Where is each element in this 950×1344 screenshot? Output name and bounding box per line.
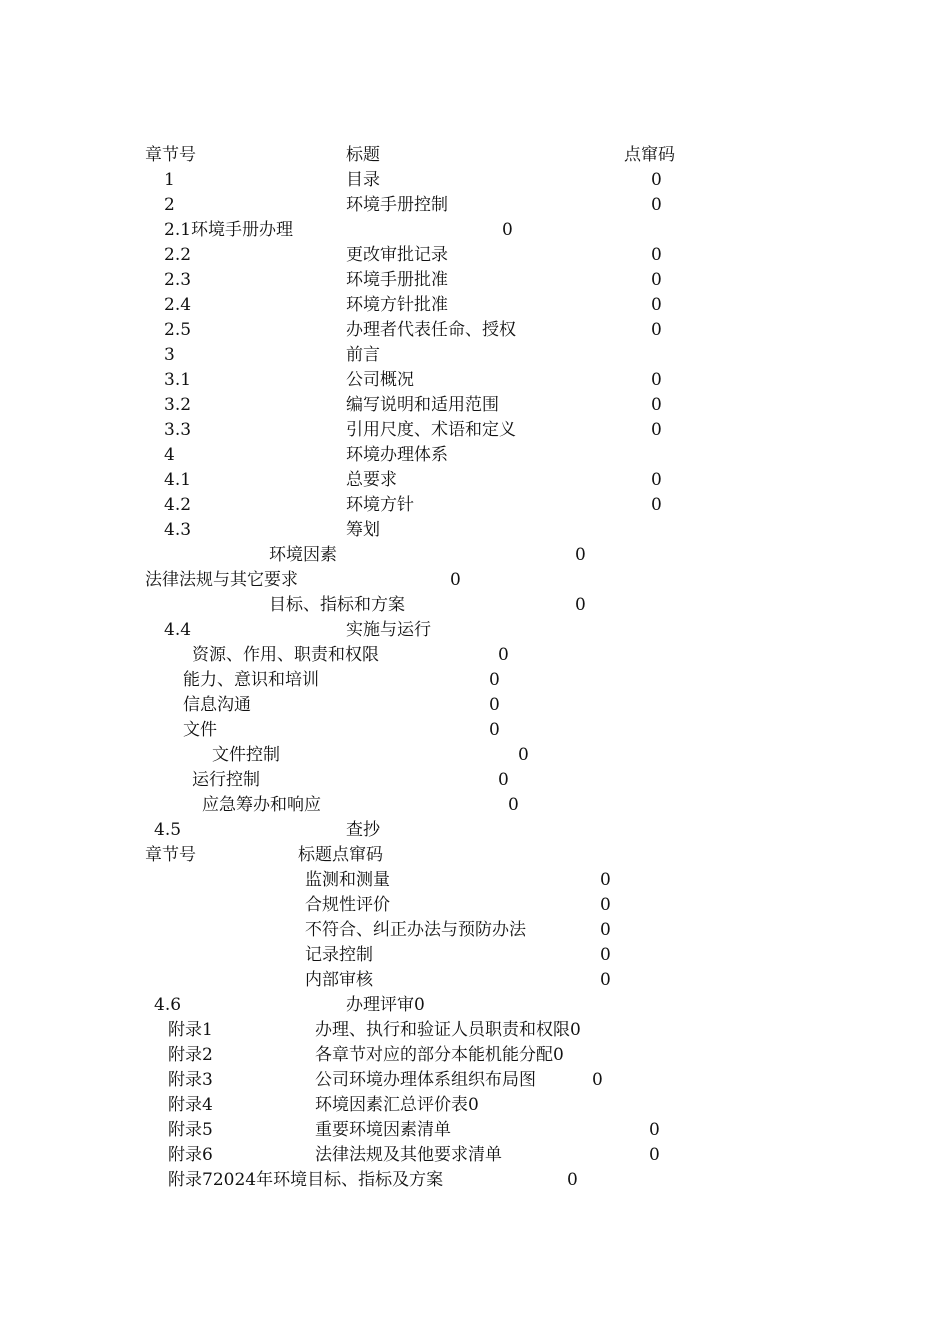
toc-chapter: 4.2 bbox=[164, 495, 192, 515]
toc-title: 目录 bbox=[346, 170, 380, 190]
toc-title: 环境方针 bbox=[346, 495, 414, 515]
toc-chapter: 3.1 bbox=[164, 370, 192, 390]
toc-title: 引用尺度、术语和定义 bbox=[346, 420, 516, 440]
toc-revision: 0 bbox=[575, 545, 586, 565]
toc-title: 内部审核 bbox=[305, 970, 373, 990]
toc-chapter: 能力、意识和培训 bbox=[183, 670, 319, 690]
toc-title: 各章节对应的部分本能机能分配0 bbox=[315, 1045, 564, 1065]
toc-chapter: 2.4 bbox=[164, 295, 192, 315]
toc-appendix: 附录4 bbox=[168, 1095, 213, 1115]
toc-title: 前言 bbox=[346, 345, 380, 365]
toc-title: 公司环境办理体系组织布局图 bbox=[315, 1070, 536, 1090]
toc-title: 合规性评价 bbox=[305, 895, 390, 915]
toc-title: 办理者代表任命、授权 bbox=[346, 320, 516, 340]
toc-revision: 0 bbox=[450, 570, 461, 590]
toc-revision: 0 bbox=[498, 770, 509, 790]
toc-revision: 0 bbox=[651, 195, 662, 215]
toc-chapter: 1 bbox=[164, 170, 175, 190]
toc-revision: 0 bbox=[489, 695, 500, 715]
toc-revision: 0 bbox=[498, 645, 509, 665]
toc-header-title: 标题点窜码 bbox=[298, 845, 383, 865]
toc-revision: 0 bbox=[649, 1120, 660, 1140]
toc-appendix: 附录72024年环境目标、指标及方案 bbox=[168, 1170, 444, 1190]
toc-title: 重要环境因素清单 bbox=[315, 1120, 451, 1140]
toc-chapter: 文件 bbox=[183, 720, 217, 740]
toc-revision: 0 bbox=[518, 745, 529, 765]
toc-chapter: 3.3 bbox=[164, 420, 192, 440]
toc-chapter: 2.1环境手册办理 bbox=[164, 220, 294, 240]
toc-revision: 0 bbox=[651, 420, 662, 440]
toc-chapter: 4.1 bbox=[164, 470, 192, 490]
toc-revision: 0 bbox=[489, 720, 500, 740]
toc-revision: 0 bbox=[489, 670, 500, 690]
toc-title: 不符合、纠正办法与预防办法 bbox=[305, 920, 526, 940]
toc-revision: 0 bbox=[649, 1145, 660, 1165]
toc-revision: 0 bbox=[592, 1070, 603, 1090]
toc-header-chapter: 章节号 bbox=[145, 845, 196, 865]
toc-chapter: 应急筹办和响应 bbox=[202, 795, 321, 815]
toc-revision: 0 bbox=[651, 170, 662, 190]
toc-revision: 0 bbox=[651, 245, 662, 265]
toc-header-revision: 点窜码 bbox=[624, 145, 675, 165]
toc-title: 办理评审0 bbox=[346, 995, 425, 1015]
toc-title: 公司概况 bbox=[346, 370, 414, 390]
toc-revision: 0 bbox=[651, 495, 662, 515]
toc-chapter: 4 bbox=[164, 445, 175, 465]
toc-header-title: 标题 bbox=[346, 145, 380, 165]
toc-title: 环境手册控制 bbox=[346, 195, 448, 215]
toc-title: 更改审批记录 bbox=[346, 245, 448, 265]
toc-revision: 0 bbox=[651, 320, 662, 340]
toc-appendix: 附录2 bbox=[168, 1045, 213, 1065]
toc-title: 记录控制 bbox=[305, 945, 373, 965]
toc-title: 筹划 bbox=[346, 520, 380, 540]
toc-title: 实施与运行 bbox=[346, 620, 431, 640]
toc-revision: 0 bbox=[651, 270, 662, 290]
toc-chapter: 4.4 bbox=[164, 620, 192, 640]
toc-title: 总要求 bbox=[346, 470, 397, 490]
toc-revision: 0 bbox=[651, 295, 662, 315]
toc-title: 环境方针批准 bbox=[346, 295, 448, 315]
toc-revision: 0 bbox=[600, 970, 611, 990]
toc-revision: 0 bbox=[600, 945, 611, 965]
toc-appendix: 附录5 bbox=[168, 1120, 213, 1140]
toc-title: 环境手册批准 bbox=[346, 270, 448, 290]
toc-revision: 0 bbox=[651, 395, 662, 415]
toc-chapter: 资源、作用、职责和权限 bbox=[192, 645, 379, 665]
toc-revision: 0 bbox=[651, 370, 662, 390]
toc-revision: 0 bbox=[600, 870, 611, 890]
toc-header-chapter: 章节号 bbox=[145, 145, 196, 165]
toc-revision: 0 bbox=[575, 595, 586, 615]
toc-chapter: 2.2 bbox=[164, 245, 192, 265]
toc-revision: 0 bbox=[502, 220, 513, 240]
toc-revision: 0 bbox=[567, 1170, 578, 1190]
toc-revision: 0 bbox=[600, 895, 611, 915]
toc-chapter: 4.3 bbox=[164, 520, 192, 540]
toc-title: 办理、执行和验证人员职责和权限0 bbox=[315, 1020, 581, 1040]
toc-chapter: 2.3 bbox=[164, 270, 192, 290]
toc-appendix: 附录6 bbox=[168, 1145, 213, 1165]
toc-chapter: 4.5 bbox=[154, 820, 182, 840]
toc-title: 监测和测量 bbox=[305, 870, 390, 890]
toc-chapter: 3 bbox=[164, 345, 175, 365]
toc-appendix: 附录3 bbox=[168, 1070, 213, 1090]
toc-revision: 0 bbox=[508, 795, 519, 815]
toc-revision: 0 bbox=[651, 470, 662, 490]
toc-title: 环境办理体系 bbox=[346, 445, 448, 465]
toc-chapter: 4.6 bbox=[154, 995, 182, 1015]
toc-chapter: 信息沟通 bbox=[183, 695, 251, 715]
toc-chapter: 运行控制 bbox=[192, 770, 260, 790]
toc-chapter: 3.2 bbox=[164, 395, 192, 415]
toc-title: 环境因素 bbox=[269, 545, 337, 565]
toc-chapter: 2.5 bbox=[164, 320, 192, 340]
toc-title: 目标、指标和方案 bbox=[269, 595, 405, 615]
toc-title: 编写说明和适用范围 bbox=[346, 395, 499, 415]
toc-revision: 0 bbox=[600, 920, 611, 940]
toc-chapter: 文件控制 bbox=[212, 745, 280, 765]
toc-chapter: 2 bbox=[164, 195, 175, 215]
toc-title: 环境因素汇总评价表0 bbox=[315, 1095, 479, 1115]
toc-title: 查抄 bbox=[346, 820, 380, 840]
toc-title: 法律法规及其他要求清单 bbox=[315, 1145, 502, 1165]
toc-appendix: 附录1 bbox=[168, 1020, 213, 1040]
toc-chapter: 法律法规与其它要求 bbox=[145, 570, 298, 590]
